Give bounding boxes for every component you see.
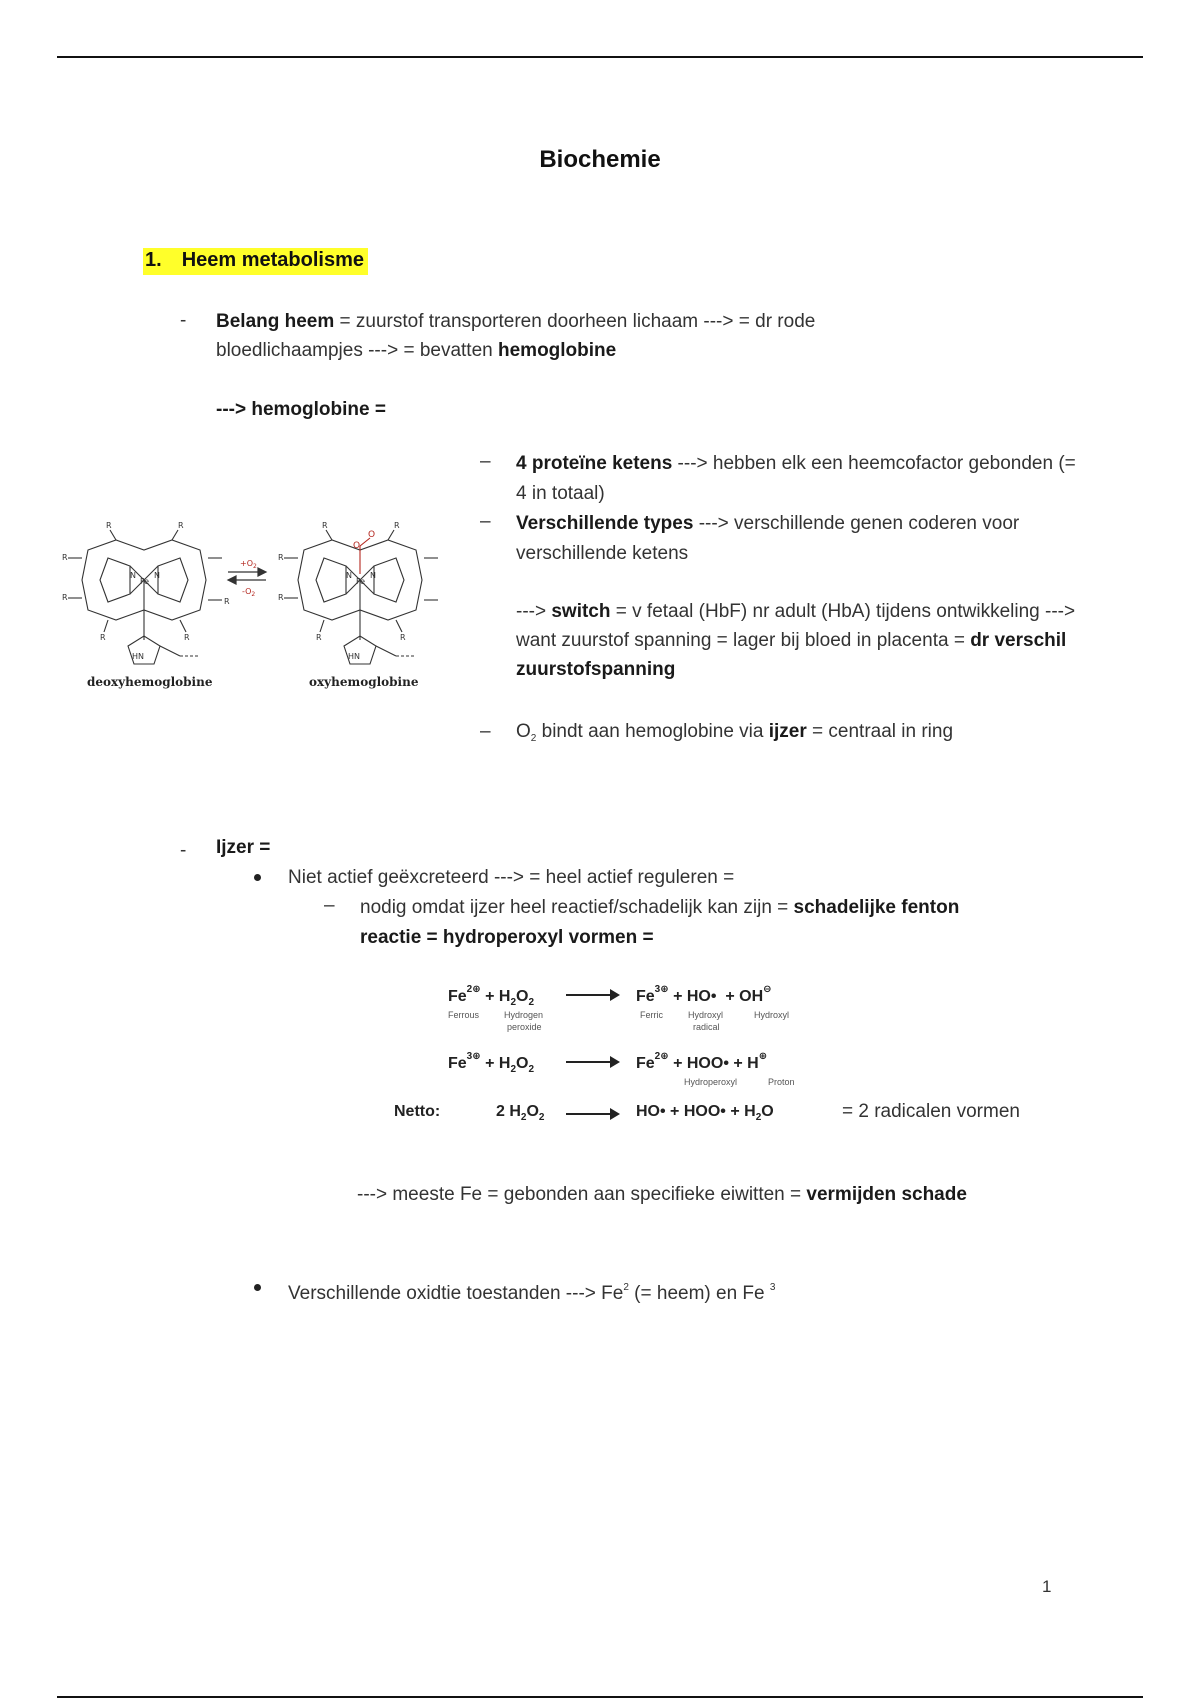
netto-label: Netto: [394, 1103, 441, 1120]
plus-o2-label: $+O_2$ [240, 559, 257, 570]
point-2-line-2 [516, 540, 688, 568]
reaction-1-arrow [566, 994, 618, 996]
reaction-2-arrow [566, 1061, 618, 1063]
point-1-text-2: 4 in totaal) [516, 483, 605, 504]
o-label: O [353, 541, 361, 551]
dash-marker: - [180, 840, 187, 861]
point-3-term-3: zuurstofspanning [516, 659, 676, 680]
point-1-text: ---> hebben elk een heemcofactor gebonden (= [672, 453, 1076, 474]
oxy-heme-structure [284, 530, 438, 664]
point-3-term: switch [551, 601, 611, 622]
belang-term: Belang heem [216, 311, 335, 332]
hn-label: HN [348, 652, 360, 661]
oxidatie-line [288, 1274, 775, 1308]
oxidatie-sup-1: 2 [623, 1282, 629, 1293]
oxidatie-text-2: (= heem) en Fe [628, 1283, 770, 1304]
oxyhemoglobine-label: oxyhemoglobine [309, 675, 419, 689]
top-rule [57, 56, 1143, 58]
ijzer-heading [216, 834, 270, 862]
netto-products: HO• + HOO• + $H_2O$ [636, 1103, 774, 1123]
belang-term-2: hemoglobine [498, 340, 617, 361]
label-radical: radical [693, 1022, 720, 1032]
point-3-text-2: want zuurstof spanning = lager bij bloed in placenta = [516, 630, 971, 651]
point-4-text-c: = centraal in ring [806, 721, 954, 742]
equilibrium-arrows [228, 568, 266, 584]
point-1-line-2 [516, 480, 605, 508]
netto-reactants: 2 $H_2O_2$ [496, 1103, 545, 1123]
r-label: R [184, 633, 190, 642]
heme-figure [48, 521, 448, 698]
n-label: N [130, 571, 136, 580]
n-label: N [154, 571, 160, 580]
netto-arrow [566, 1113, 618, 1115]
dash-marker: – [480, 511, 491, 532]
page-title: Biochemie [539, 146, 661, 173]
section-heading [143, 248, 368, 275]
label-hydroperoxyl: Hydroperoxyl [684, 1077, 738, 1087]
point-2-term: Verschillende types [516, 513, 694, 534]
section-title: Heem metabolisme [181, 249, 364, 271]
label-ferric: Ferric [640, 1010, 663, 1020]
point-2-line-1 [516, 510, 1019, 538]
point-3-line-2 [516, 627, 1066, 655]
label-peroxide: peroxide [507, 1022, 542, 1032]
point-3-line-1 [516, 598, 1075, 626]
hn-label: HN [132, 652, 144, 661]
fe-label: Fe [356, 577, 366, 586]
o-label: O [368, 530, 376, 540]
point-1-term: 4 proteïne ketens [516, 453, 673, 474]
point-4-text-b: bindt aan hemoglobine via [536, 721, 769, 742]
label-hydrogen: Hydrogen [504, 1010, 544, 1020]
oxidatie-sup-2: 3 [769, 1282, 776, 1293]
meeste-text: ---> meeste Fe = gebonden aan specifieke eiwitten = [357, 1184, 807, 1205]
belang-text-2: bloedlichaampjes ---> = bevatten [216, 340, 498, 361]
point-4-line [516, 718, 953, 753]
ijzer-sub-term: schadelijke fenton [793, 897, 960, 918]
n-label: N [370, 571, 376, 580]
dash-marker: – [480, 451, 491, 472]
point-2-text: ---> verschillende genen coderen voor [693, 513, 1020, 534]
meeste-line [357, 1181, 967, 1209]
page-number: 1 [1042, 1577, 1052, 1596]
point-3-line-3 [516, 656, 675, 684]
hemoglobine-heading [216, 396, 386, 424]
minus-o2-label: $-O_2$ [242, 587, 256, 598]
r-label: R [62, 553, 68, 562]
point-3-term-2: dr verschil [970, 630, 1067, 651]
dash-marker: - [180, 310, 187, 331]
belang-line-1 [216, 308, 815, 336]
r-label: R [100, 633, 106, 642]
r-label: R [316, 633, 322, 642]
r-label: R [400, 633, 406, 642]
label-proton: Proton [768, 1077, 795, 1087]
ijzer-sub-term-2: reactie = hydroperoxyl vormen = [360, 927, 654, 948]
dash-marker: – [324, 895, 335, 916]
bullet-marker [254, 1284, 261, 1291]
ijzer-term: Ijzer = [216, 837, 271, 858]
point-1-line-1 [516, 450, 1076, 478]
r-label: R [224, 597, 230, 606]
belang-text-1: = zuurstof transporteren doorheen lichaam ---> = dr rode [334, 311, 816, 332]
reaction-1-products: $Fe^{3\oplus}$ + HO• + OH⊖ [636, 984, 772, 1005]
deoxy-heme-structure [68, 530, 222, 664]
n-label: N [346, 571, 352, 580]
netto-note: = 2 radicalen vormen [842, 1101, 1020, 1122]
bottom-rule [57, 1696, 1143, 1698]
ijzer-sub-line-1 [360, 894, 959, 922]
ijzer-bullet-1-text: Niet actief geëxcreteerd ---> = heel actief reguleren = [288, 867, 735, 888]
r-label: R [322, 521, 328, 530]
bullet-marker [254, 874, 261, 881]
reaction-2-products: $Fe^{2\oplus}$ + HOO• + H⊕ [636, 1051, 768, 1072]
reaction-2-reactants: $Fe^{3\oplus} + H_2O_2$ [448, 1051, 535, 1075]
ijzer-sub-text: nodig omdat ijzer heel reactief/schadelijk kan zijn = [360, 897, 794, 918]
point-4-sub: 2 [530, 733, 537, 744]
r-label: R [178, 521, 184, 530]
point-3-text: = v fetaal (HbF) nr adult (HbA) tijdens ontwikkeling ---> [610, 601, 1076, 622]
hemoglobine-heading-text: ---> hemoglobine = [216, 399, 386, 420]
reaction-1-reactants: $Fe^{2\oplus} + H_2O_2$ [448, 984, 535, 1008]
fe-label: Fe [140, 577, 150, 586]
point-4-term: ijzer [768, 721, 807, 742]
r-label: R [278, 553, 284, 562]
r-label: R [278, 593, 284, 602]
label-hydroxyl-radical: Hydroxyl [688, 1010, 724, 1020]
meeste-term: vermijden schade [806, 1184, 967, 1205]
point-4-o: O [516, 721, 531, 742]
ijzer-bullet-1 [288, 864, 734, 892]
r-label: R [62, 593, 68, 602]
oxidatie-text: Verschillende oxidtie toestanden ---> Fe [288, 1283, 624, 1304]
dash-marker: – [480, 721, 491, 742]
point-2-text-2: verschillende ketens [516, 543, 689, 564]
section-number: 1. [145, 249, 162, 271]
r-label: R [394, 521, 400, 530]
label-ferrous: Ferrous [448, 1010, 480, 1020]
ijzer-sub-line-2 [360, 924, 654, 952]
r-label: R [106, 521, 112, 530]
point-3-prefix: ---> [516, 601, 552, 622]
deoxyhemoglobine-label: deoxyhemoglobine [87, 675, 213, 689]
belang-line-2 [216, 337, 616, 365]
label-hydroxyl: Hydroxyl [754, 1010, 790, 1020]
